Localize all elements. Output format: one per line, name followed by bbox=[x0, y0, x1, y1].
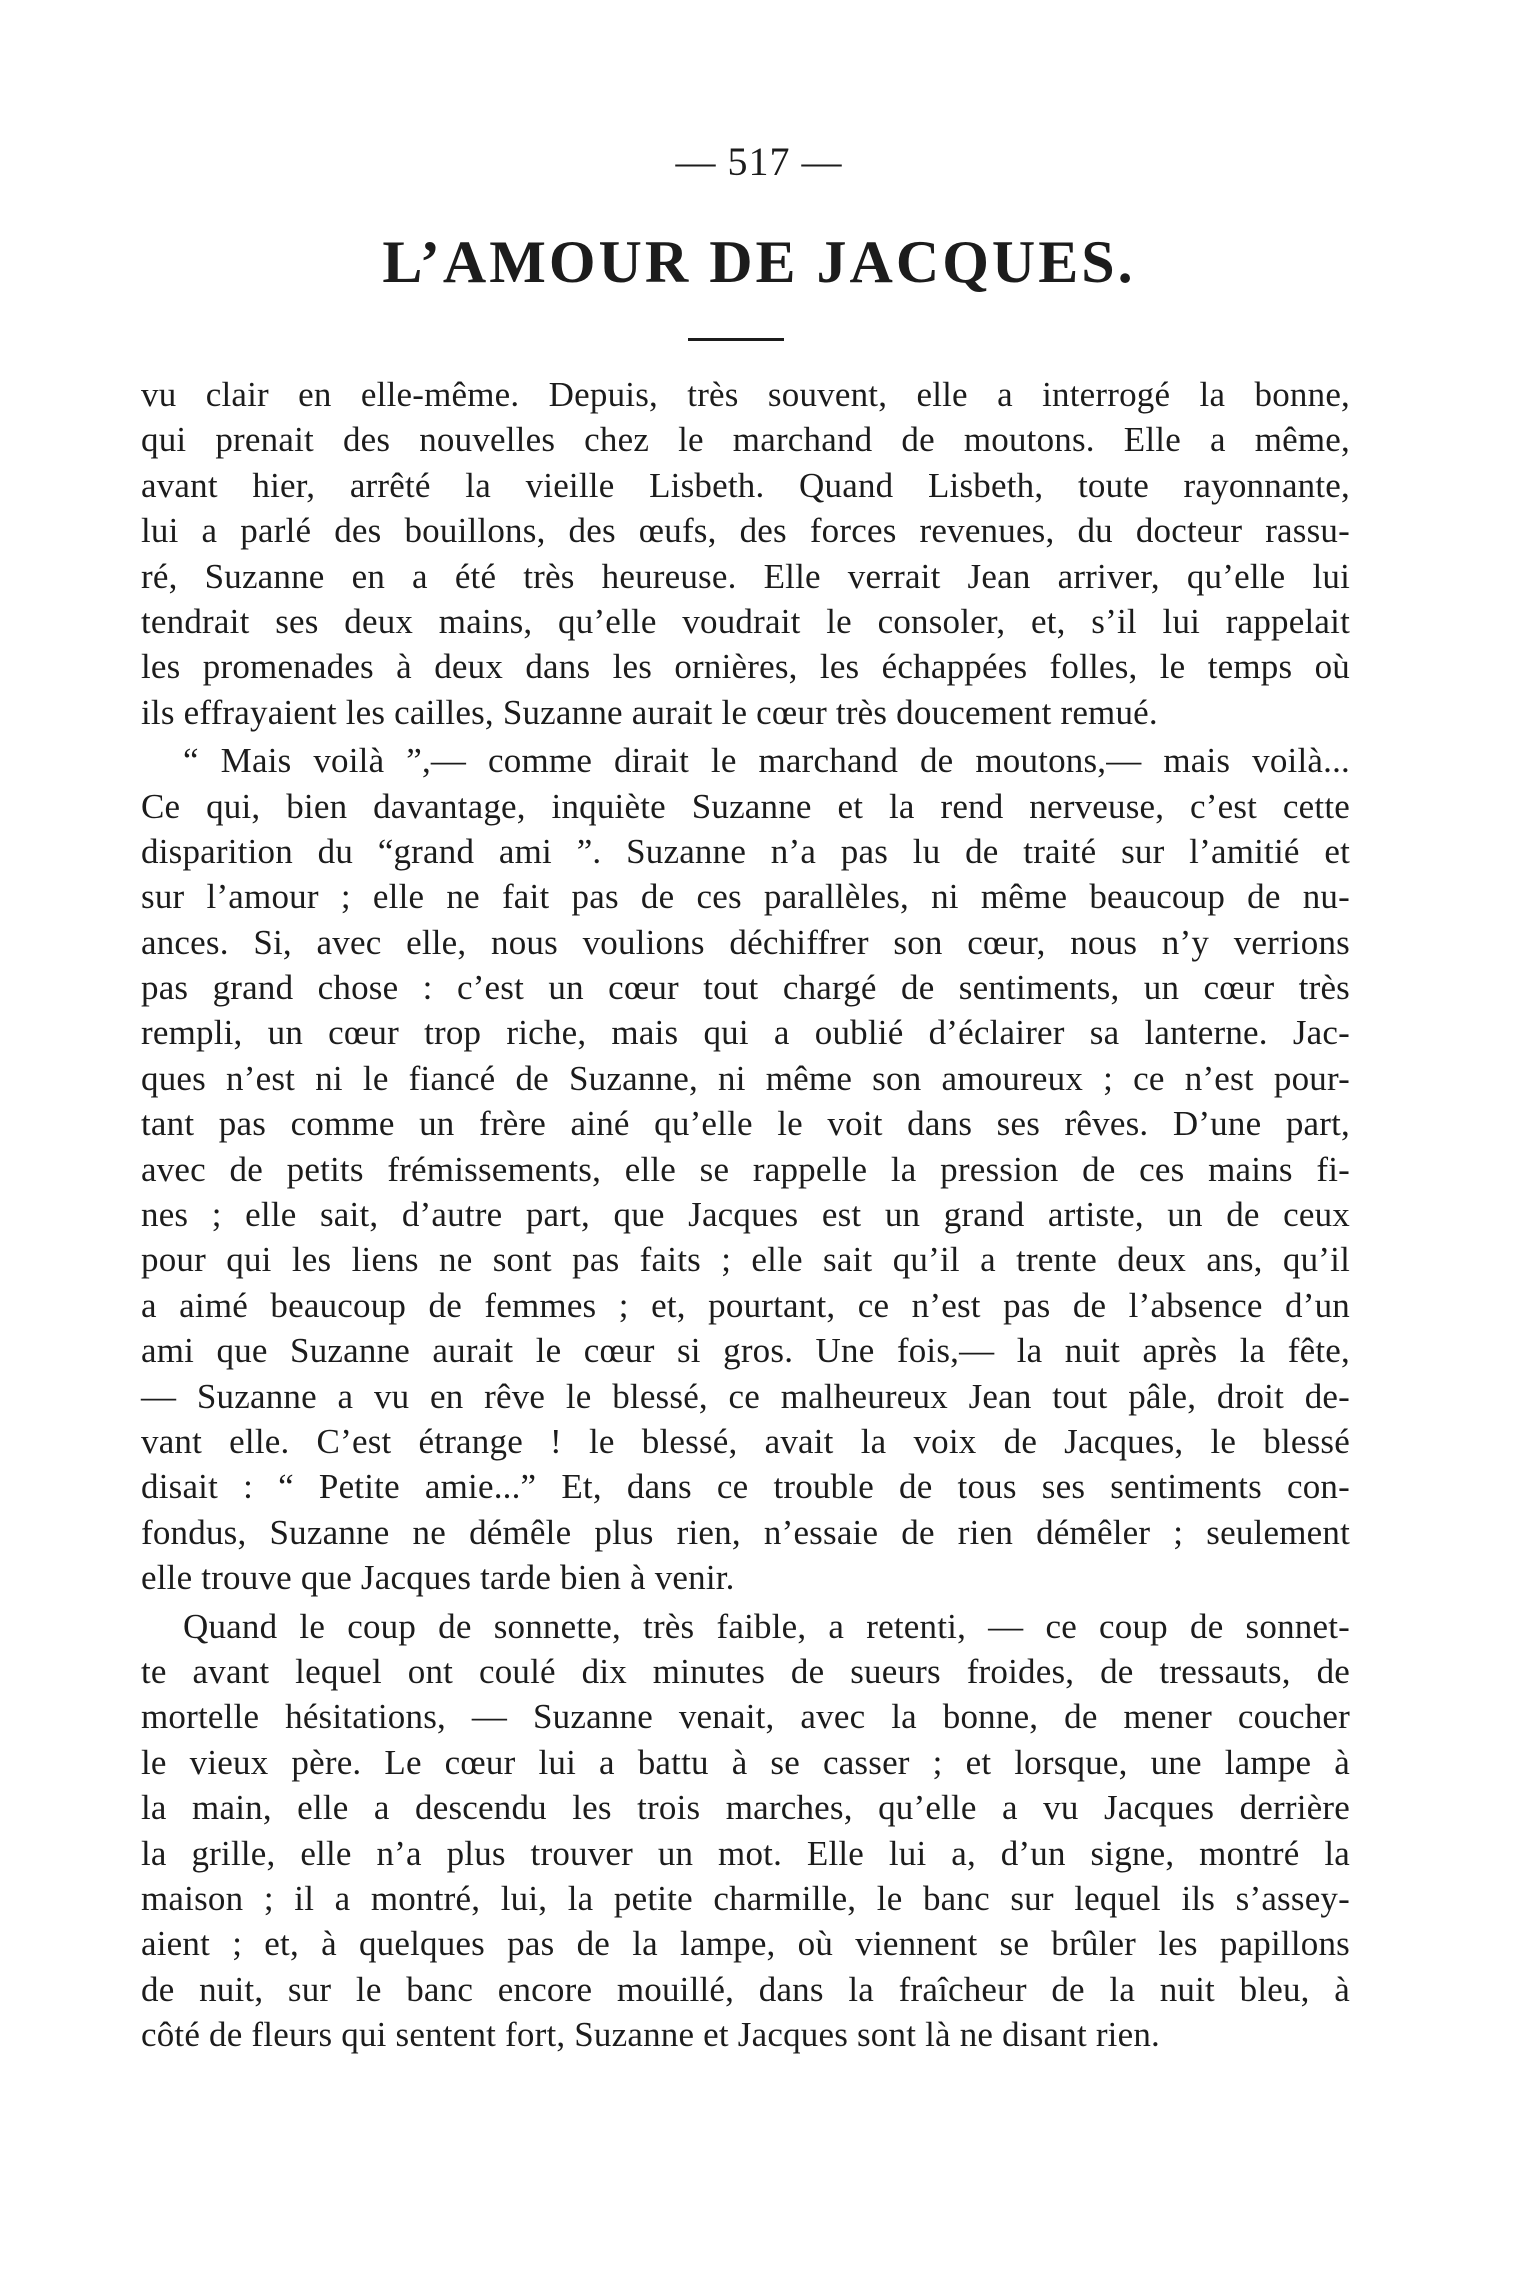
text-line: vu clair en elle-même. Depuis, très souvent, elle a interrogé la bonne, bbox=[141, 375, 1350, 414]
text-line: aient ; et, à quelques pas de la lampe, où viennent se brûler les papillons bbox=[141, 1924, 1350, 1964]
title-rule bbox=[688, 338, 784, 341]
page-title: L’AMOUR DE JACQUES. bbox=[382, 229, 1136, 295]
text-line: pour qui les liens ne sont pas faits ; elle sait qu’il a trente deux ans, qu’il bbox=[141, 1240, 1350, 1280]
text-line: mortelle hésitations, — Suzanne venait, avec la bonne, de mener coucher bbox=[141, 1697, 1350, 1737]
text-line: de nuit, sur le banc encore mouillé, dans la fraîcheur de la nuit bleu, à bbox=[141, 1969, 1350, 2009]
text-line: la main, elle a descendu les trois marches, qu’elle a vu Jacques derrière bbox=[141, 1788, 1350, 1828]
text-line: a aimé beaucoup de femmes ; et, pourtant, ce n’est pas de l’absence d’un bbox=[141, 1285, 1350, 1325]
text-line: la grille, elle n’a plus trouver un mot. Elle lui a, d’un signe, montré la bbox=[141, 1833, 1350, 1873]
text-line: le vieux père. Le cœur lui a battu à se casser ; et lorsque, une lampe à bbox=[141, 1742, 1350, 1782]
text-line: “ Mais voilà ”,— comme dirait le marchand de moutons,— mais voilà... bbox=[183, 741, 1350, 781]
text-line: côté de fleurs qui sentent fort, Suzanne et Jacques sont là ne disant rien. bbox=[141, 2015, 1160, 2055]
text-line: qui prenait des nouvelles chez le marchand de moutons. Elle a même, bbox=[141, 420, 1350, 460]
text-line: maison ; il a montré, lui, la petite charmille, le banc sur lequel ils s’assey- bbox=[141, 1878, 1350, 1918]
paragraph bbox=[141, 1604, 1350, 2058]
text-line: lui a parlé des bouillons, des œufs, des forces revenues, du docteur rassu- bbox=[141, 511, 1350, 551]
text-line: avant hier, arrêté la vieille Lisbeth. Quand Lisbeth, toute rayonnante, bbox=[141, 465, 1350, 505]
text-line: fondus, Suzanne ne démêle plus rien, n’essaie de rien démêler ; seulement bbox=[141, 1512, 1350, 1552]
text-line: ils effrayaient les cailles, Suzanne aurait le cœur très doucement remué. bbox=[141, 692, 1158, 732]
body-text bbox=[141, 372, 1350, 2057]
text-line: tendrait ses deux mains, qu’elle voudrait le consoler, et, s’il lui rappelait bbox=[141, 601, 1350, 641]
text-line: avec de petits frémissements, elle se rappelle la pression de ces mains fi- bbox=[141, 1149, 1350, 1189]
text-line: elle trouve que Jacques tarde bien à venir. bbox=[141, 1558, 735, 1598]
paragraph bbox=[141, 372, 1350, 735]
paragraph bbox=[141, 738, 1350, 1600]
text-line: Quand le coup de sonnette, très faible, a retenti, — ce coup de sonnet- bbox=[183, 1606, 1350, 1646]
text-line: ques n’est ni le fiancé de Suzanne, ni même son amoureux ; ce n’est pour- bbox=[141, 1058, 1350, 1098]
text-line: te avant lequel ont coulé dix minutes de sueurs froides, de tressauts, de bbox=[141, 1651, 1350, 1691]
text-line: disait : “ Petite amie...” Et, dans ce trouble de tous ses sentiments con- bbox=[141, 1467, 1350, 1507]
text-line: ré, Suzanne en a été très heureuse. Elle verrait Jean arriver, qu’elle lui bbox=[141, 556, 1350, 596]
text-line: pas grand chose : c’est un cœur tout chargé de sentiments, un cœur très bbox=[141, 968, 1350, 1008]
text-line: ances. Si, avec elle, nous voulions déchiffrer son cœur, nous n’y verrions bbox=[141, 922, 1350, 962]
text-line: sur l’amour ; elle ne fait pas de ces parallèles, ni même beaucoup de nu- bbox=[141, 877, 1350, 917]
text-line: — Suzanne a vu en rêve le blessé, ce malheureux Jean tout pâle, droit de- bbox=[141, 1376, 1350, 1416]
text-line: rempli, un cœur trop riche, mais qui a oublié d’éclairer sa lanterne. Jac- bbox=[141, 1013, 1350, 1053]
text-line: les promenades à deux dans les ornières, les échappées folles, le temps où bbox=[141, 647, 1350, 687]
text-line: Ce qui, bien davantage, inquiète Suzanne et la rend nerveuse, c’est cette bbox=[141, 786, 1350, 826]
page-number: — 517 — bbox=[675, 139, 843, 184]
text-line: tant pas comme un frère ainé qu’elle le voit dans ses rêves. D’une part, bbox=[141, 1104, 1350, 1144]
text-line: disparition du “grand ami ”. Suzanne n’a pas lu de traité sur l’amitié et bbox=[141, 831, 1350, 871]
text-line: vant elle. C’est étrange ! le blessé, avait la voix de Jacques, le blessé bbox=[141, 1421, 1350, 1461]
text-line: ami que Suzanne aurait le cœur si gros. Une fois,— la nuit après la fête, bbox=[141, 1331, 1350, 1371]
text-line: nes ; elle sait, d’autre part, que Jacques est un grand artiste, un de ceux bbox=[141, 1195, 1350, 1235]
